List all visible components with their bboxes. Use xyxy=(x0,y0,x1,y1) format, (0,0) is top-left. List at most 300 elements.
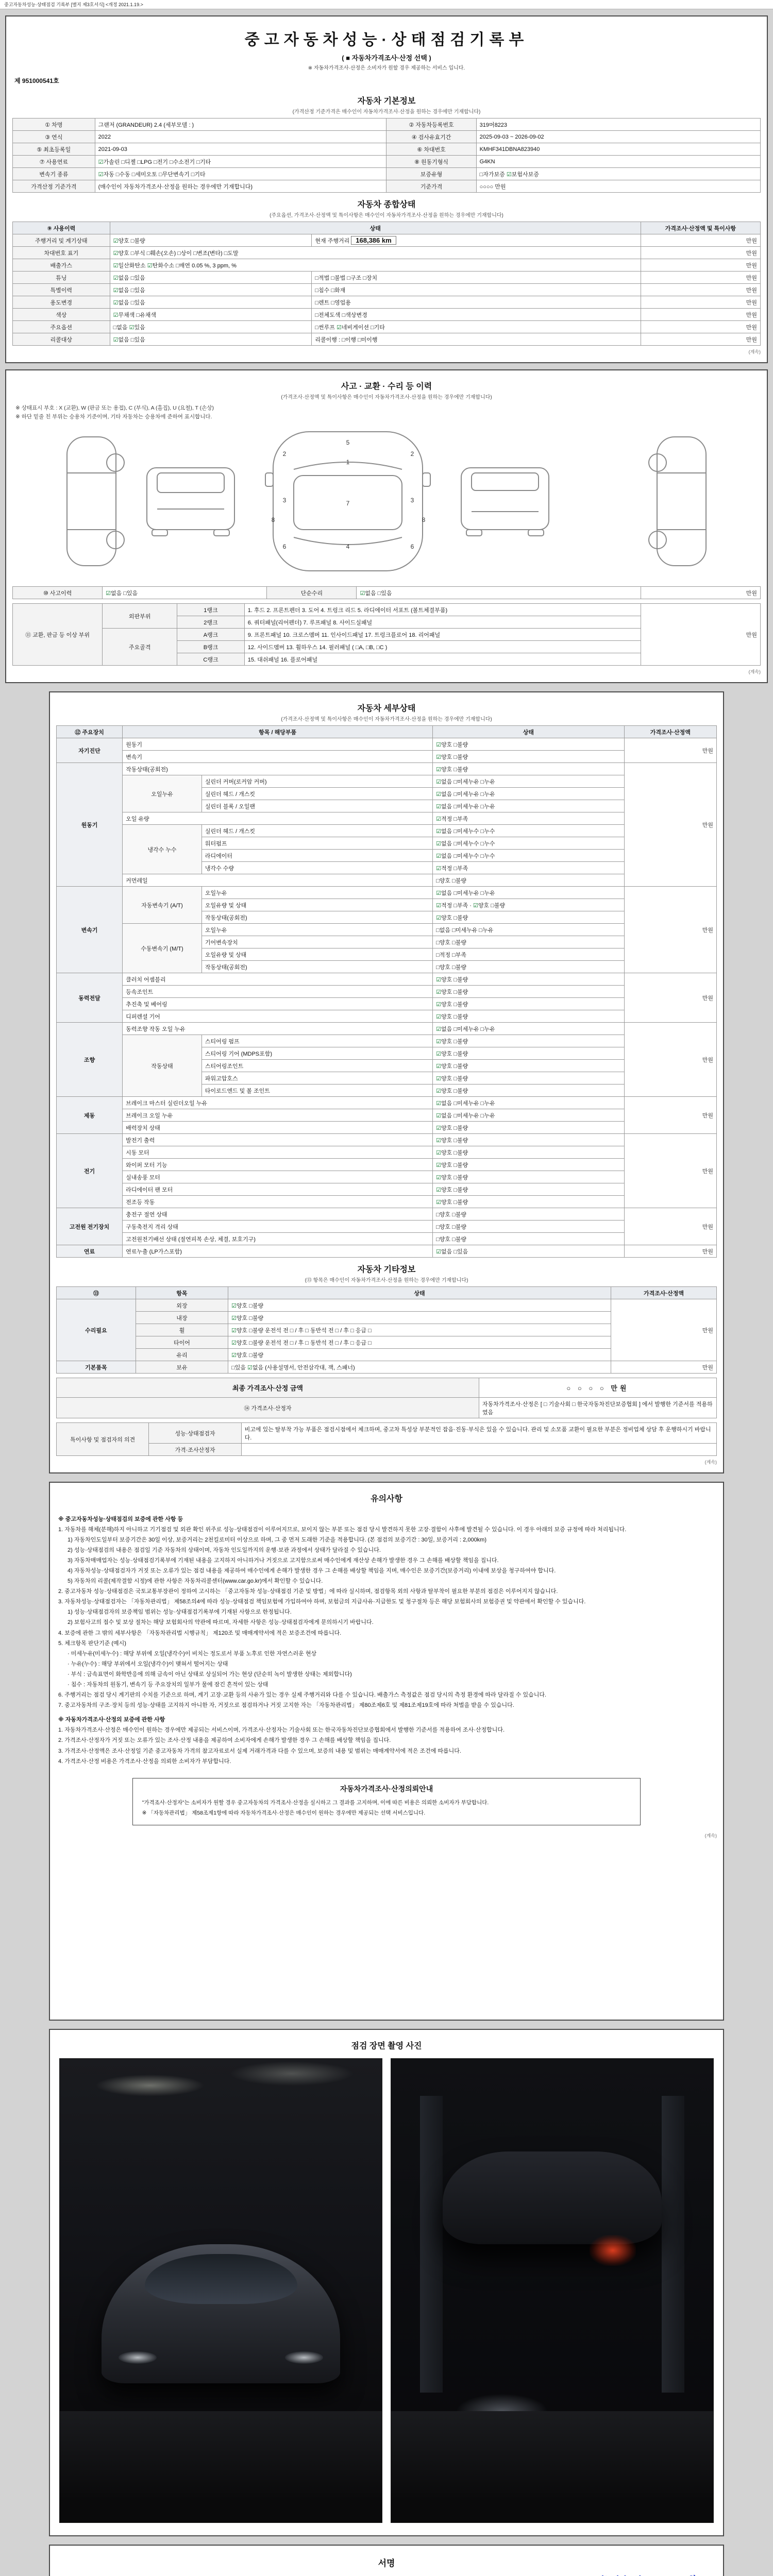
state-cell: ☑없음 □미세누수 □누수 xyxy=(433,825,624,837)
field-value: 그랜저 (GRANDEUR) 2.4 (세부모델 : ) xyxy=(95,118,386,131)
photo-lift-post-right xyxy=(662,2096,684,2393)
continued-marker: (계속) xyxy=(748,349,761,354)
accident-history-table xyxy=(12,586,761,599)
col-header: 상태 xyxy=(433,726,624,738)
col-header: ⑨ 사용이력 xyxy=(13,222,110,234)
price-cell: 만원 xyxy=(641,234,760,247)
price-cell: 만원 xyxy=(641,296,760,309)
field-value: 2021-09-03 xyxy=(95,143,386,156)
row-label: 특별이력 xyxy=(13,284,110,296)
price-cell: 만원 xyxy=(641,309,760,321)
table-row xyxy=(57,1233,717,1245)
group-label: 원동기 xyxy=(57,763,123,887)
field-label: ⑧ 원동기형식 xyxy=(386,156,476,168)
state-cell: ☑양호 □불량 xyxy=(433,1010,624,1023)
price-cell: 만원 xyxy=(641,604,760,666)
table-row xyxy=(13,333,761,346)
price-cell: 만원 xyxy=(641,587,760,599)
table-row xyxy=(57,1010,717,1023)
table-row xyxy=(13,118,761,131)
row-label: 튜닝 xyxy=(13,272,110,284)
item-cell: 클러치 어셈블리 xyxy=(123,973,433,986)
item-cell: 디퍼렌셜 기어 xyxy=(123,1010,433,1023)
col-header: 가격조사·산정액 xyxy=(624,726,716,738)
table-row xyxy=(13,143,761,156)
inspection-photo-front xyxy=(59,2058,382,2523)
field-value: KMHF341DBNA823940 xyxy=(476,143,760,156)
price-basis-text: 자동차가격조사·산정은 [ □ 기술사회 □ 한국자동차진단보증협회 ] 에서 발행한 기준서를 적용하였음 xyxy=(479,1398,716,1418)
item-cell: 작동상태(공회전) xyxy=(123,763,433,775)
part-label: 주요골격 xyxy=(103,629,177,666)
row-label: 리콜대상 xyxy=(13,333,110,346)
row-label: 색상 xyxy=(13,309,110,321)
notes-line: 3) 자동차매매업자는 성능·상태점검기록부에 기재된 내용을 고지하지 아니하거나 거짓으로 고지함으로써 매수인에게 재산상 손해가 발생한 경우 그 손해를 배상할 책임을 집니다. xyxy=(68,1557,499,1564)
price-survey-note: ※ 자동차가격조사·산정은 소비자가 원할 경우 제공하는 서비스 입니다. xyxy=(308,65,465,71)
section-title-etc: 자동차 기타정보 xyxy=(357,1265,416,1274)
table-row xyxy=(57,1159,717,1171)
notes-line: 4. 가격조사·산정 비용은 가격조사·산정을 의뢰한 소비자가 부담합니다. xyxy=(58,1758,231,1765)
subgroup-label: 작동상태 xyxy=(123,1035,202,1097)
state-cell: ☑양호 □불량 xyxy=(433,751,624,763)
table-row xyxy=(13,296,761,309)
item-cell: 발전기 출력 xyxy=(123,1134,433,1146)
state-cell: ☑없음 □있음 xyxy=(110,272,312,284)
item-cell: 충전구 절연 상태 xyxy=(123,1208,433,1221)
state-cell: ☑양호 □불량 xyxy=(228,1349,611,1361)
table-row xyxy=(13,259,761,272)
photo-taillight-glow xyxy=(590,2235,636,2266)
notes-heading: ※ 자동차가격조사·산정의 보증에 관한 사항 xyxy=(58,1717,165,1723)
field-value: ☑자동 □수동 □세미오토 □무단변속기 □기타 xyxy=(95,168,386,180)
state-cell: ☑양호 □불량 xyxy=(433,1171,624,1183)
diagram-number: 3 xyxy=(282,497,287,504)
notes-line: 6. 주행거리는 점검 당시 계기판의 수치를 기준으로 하며, 계기 고장·교환 등의 사유가 있는 경우 실제 주행거리와 다를 수 있습니다. 배출가스 측정값은 점검 당시의 측정 환경에 따라 달라질 수 있습니다. xyxy=(58,1691,547,1698)
item-cell: 실린더 커버(로커암 커버) xyxy=(201,775,432,788)
notes-line: · 미세누유(미세누수) : 해당 부위에 오일(냉각수)이 비치는 정도로서 부품 노후로 인한 자연스러운 현상 xyxy=(68,1650,317,1657)
car-diagram xyxy=(12,421,761,586)
table-row xyxy=(13,168,761,180)
item-cell: 9. 프론트패널 10. 크로스멤버 11. 인사이드패널 17. 트렁크플로어 18. 리어패널 xyxy=(244,629,641,641)
item-cell: 구동축전지 격리 상태 xyxy=(123,1221,433,1233)
table-row xyxy=(57,775,717,788)
row-label: 차대번호 표기 xyxy=(13,247,110,259)
diagram-number: 2 xyxy=(282,450,287,457)
diagram-number: 3 xyxy=(410,497,414,504)
state-code-legend: ※ 상태표시 부호 : X (교환), W (판금 또는 용접), C (부식), A (흠집), U (요철), T (손상) xyxy=(15,405,214,411)
inspection-insurance-fee xyxy=(56,2571,717,2576)
col-header: 항목 / 해당부품 xyxy=(123,726,433,738)
table-row xyxy=(57,874,717,887)
item-cell: 라디에이터 xyxy=(201,850,432,862)
group-label: 전기 xyxy=(57,1134,123,1208)
item-cell: 오일 유량 xyxy=(123,812,433,825)
item-cell: 현재 주행거리 168,386 km xyxy=(312,234,641,247)
price-cell: 만원 xyxy=(611,1361,717,1374)
table-row xyxy=(57,924,717,936)
table-row xyxy=(13,321,761,333)
item-cell: 연료누출 (LP가스포함) xyxy=(123,1245,433,1258)
photo-headlight-left xyxy=(119,2351,157,2364)
field-label: ① 차명 xyxy=(13,118,95,131)
state-cell: ☑양호 □불량 xyxy=(433,1072,624,1084)
price-cell: 만원 xyxy=(624,973,716,1023)
panel-accident xyxy=(5,369,768,683)
notes-line: 4. 보증에 관한 그 밖의 세부사항은 「자동차관리법 시행규칙」 제120조 및 매매계약서에 적은 보증조건에 따릅니다. xyxy=(58,1630,342,1636)
state-cell: ☑양호 □불량 xyxy=(433,1084,624,1097)
item-cell: 실린더 헤드 / 개스킷 xyxy=(201,825,432,837)
item-cell: 15. 대쉬패널 16. 플로어패널 xyxy=(244,653,641,666)
item-cell: 와이퍼 모터 기능 xyxy=(123,1159,433,1171)
state-cell: □양호 □불량 xyxy=(433,1208,624,1221)
price-cell: 만원 xyxy=(624,887,716,973)
photo-ceiling-lights xyxy=(60,2059,382,2207)
col-header: 가격조사·산정액 xyxy=(611,1287,717,1299)
diagram-number: 8 xyxy=(422,516,426,523)
item-cell: 동력조향 작동 오일 누유 xyxy=(123,1023,433,1035)
state-cell: ☑양호 □불량 xyxy=(433,986,624,998)
field-label: ③ 연식 xyxy=(13,131,95,143)
notes-line: 1) 성능·상태점검자의 보증책임 범위는 성능·상태점검기록부에 기재된 사항으로 한정됩니다. xyxy=(68,1609,292,1616)
row-label: ⑩ 사고이력 xyxy=(13,587,103,599)
document-number: 제 951000541호 xyxy=(14,77,59,84)
diagram-number: 6 xyxy=(410,543,414,550)
row-label: 주행거리 및 계기상태 xyxy=(13,234,110,247)
field-label: ② 자동차등록번호 xyxy=(386,118,476,131)
table-row xyxy=(57,1398,717,1418)
item-cell: 오일유량 및 상태 xyxy=(201,948,432,961)
item-cell: 변속기 xyxy=(123,751,433,763)
table-row xyxy=(57,751,717,763)
group-label: 자기진단 xyxy=(57,738,123,763)
item-cell: 오일유량 및 상태 xyxy=(201,899,432,911)
diagram-number: 4 xyxy=(346,543,350,550)
final-price-table xyxy=(56,1378,717,1418)
diagram-number: 5 xyxy=(346,439,350,446)
item-cell: 12. 사이드멤버 13. 휠하우스 14. 필러패널 ( □A, □B, □C ) xyxy=(244,641,641,653)
final-price-label: 최종 가격조사·산정 금액 xyxy=(57,1378,479,1398)
state-cell: ☑양호 □불량 xyxy=(433,1047,624,1060)
table-row xyxy=(57,812,717,825)
price-cell: 만원 xyxy=(624,1023,716,1097)
price-survey-select: ( ■ 자동차가격조사·산정 선택 ) xyxy=(342,54,431,62)
state-cell: ☑적정 □부족 xyxy=(433,862,624,874)
price-cell: 만원 xyxy=(641,272,760,284)
table-row xyxy=(57,998,717,1010)
col-header: 상태 xyxy=(228,1287,611,1299)
opinion-who-inspector: 성능·상태점검자 xyxy=(149,1423,241,1444)
field-label: 기준가격 xyxy=(386,180,476,193)
section-title-accident: 사고 · 교환 · 수리 등 이력 xyxy=(341,382,432,391)
row-label: ⑪ 교환, 판금 등 이상 부위 xyxy=(13,604,103,666)
continued-marker: (계속) xyxy=(704,1460,717,1465)
notes-line: 7. 중고자동차의 구조·장치 등의 성능·상태를 고지하지 아니한 자, 거짓으로 점검하거나 거짓 고지한 자는 「자동차관리법」 제80조제6호 및 제81조제19호에 따라 처벌을 받을 수 있습니다. xyxy=(58,1702,514,1708)
photo-windshield xyxy=(145,2254,297,2304)
field-value: 319머8223 xyxy=(476,118,760,131)
detail-condition-table xyxy=(56,725,717,1258)
opinion-text-appraiser xyxy=(241,1444,716,1456)
col-header: 상태 xyxy=(110,222,641,234)
table-row xyxy=(57,973,717,986)
panel-photos xyxy=(49,2029,724,2536)
rank-label: B랭크 xyxy=(177,641,245,653)
row-label: 용도변경 xyxy=(13,296,110,309)
table-row xyxy=(57,1171,717,1183)
table-row xyxy=(57,1287,717,1299)
basic-info-table xyxy=(12,118,761,193)
state-cell: ☑적정 □부족 · ☑양호 □불량 xyxy=(433,899,624,911)
table-row xyxy=(57,1035,717,1047)
item-cell: □적법 □불법 □구조 □장치 xyxy=(312,272,641,284)
table-row xyxy=(13,604,761,616)
state-cell: ☑양호 □불량 xyxy=(433,1183,624,1196)
overall-condition-table xyxy=(12,222,761,346)
diagram-number: 7 xyxy=(346,500,350,507)
col-header: 항목 xyxy=(136,1287,228,1299)
group-label: 기본품목 xyxy=(57,1361,136,1374)
state-cell: ☑양호 □불량 xyxy=(433,763,624,775)
notes-line: 5. 체크항목 판단기준 (예시) xyxy=(58,1640,126,1647)
notes-line: 1. 자동차를 해체(분해)하지 아니하고 기기점검 및 외관 확인 위주로 성능·상태점검이 이루어지므로, 보이지 않는 부분 또는 점검 당시 발견하지 못한 고장·결함이 사후에 발견될 수 있습니다. 이 경우 아래의 보증 규정에 따라 처리됩니다. xyxy=(58,1527,627,1533)
table-row xyxy=(13,222,761,234)
table-row xyxy=(13,309,761,321)
group-label: 수리필요 xyxy=(57,1299,136,1361)
continued-marker: (계속) xyxy=(704,1833,717,1838)
table-row xyxy=(13,180,761,193)
item-label: 보유 xyxy=(136,1361,228,1374)
price-cell: 만원 xyxy=(624,1245,716,1258)
table-row xyxy=(57,825,717,837)
table-row xyxy=(57,1299,717,1312)
group-label: 조향 xyxy=(57,1023,123,1097)
table-row xyxy=(13,156,761,168)
item-label: 외장 xyxy=(136,1299,228,1312)
price-cell: 만원 xyxy=(624,763,716,887)
state-cell: ☑양호 □불량 xyxy=(433,1035,624,1047)
group-label: 제동 xyxy=(57,1097,123,1134)
table-row xyxy=(57,1183,717,1196)
state-cell: ☑양호 □불량 xyxy=(433,1146,624,1159)
item-cell: 냉각수 수량 xyxy=(201,862,432,874)
table-row xyxy=(13,247,761,259)
table-row xyxy=(57,1444,717,1456)
state-cell: ☑없음 □미세누유 □누유 xyxy=(433,800,624,812)
state-cell: ☑없음 □미세누유 □누유 xyxy=(433,1097,624,1109)
item-cell: 오일누유 xyxy=(201,887,432,899)
state-cell: ☑양호 □불량 xyxy=(433,738,624,751)
notes-line: 2. 중고자동차 성능·상태점검은 국토교통부장관이 정하여 고시하는 「중고자동차 성능·상태점검 기준 및 방법」에 따라 실시하며, 점검항목 외의 사항과 탈부착이 필요한 부분의 점검은 이루어지지 않습니다. xyxy=(58,1588,558,1595)
state-cell: ☑없음 □있음 xyxy=(357,587,641,599)
state-cell: ☑적정 □부족 xyxy=(433,812,624,825)
notes-line: 2) 보험사고의 접수 및 보상 절차는 해당 보험회사의 약관에 따르며, 자세한 사항은 성능·상태점검자에게 문의하시기 바랍니다. xyxy=(68,1619,374,1626)
item-cell: □썬루프 ☑네비게이션 □기타 xyxy=(312,321,641,333)
price-survey-guide-title: 자동차가격조사·산정의뢰안내 xyxy=(340,1785,433,1793)
table-row xyxy=(57,1023,717,1035)
subgroup-label: 수동변속기 (M/T) xyxy=(123,924,202,973)
state-cell: □양호 □불량 xyxy=(433,874,624,887)
price-cell: 만원 xyxy=(624,1097,716,1134)
notes-line: 3. 가격조사·산정액은 조사·산정일 기준 중고자동차 가격의 참고자료로서 실제 거래가격과 다를 수 있으며, 보증의 내용 및 범위는 매매계약서에 적은 조건에 따릅니다. xyxy=(58,1748,461,1754)
notes-line: · 누유(누수) : 해당 부위에서 오일(냉각수)이 맺혀서 떨어지는 상태 xyxy=(68,1660,228,1667)
group-label: 연료 xyxy=(57,1245,123,1258)
item-cell: 브레이크 마스터 실린더오일 누유 xyxy=(123,1097,433,1109)
form-code-note: 중고자동차성능·상태점검 기록부 [별지 제3호서식] <개정 2021.1.19.> xyxy=(0,0,773,9)
price-cell: 만원 xyxy=(641,333,760,346)
panel-rank-table xyxy=(12,603,761,666)
field-label: 보증유형 xyxy=(386,168,476,180)
price-survey-guide-line: ※ 「자동차관리법」 제58조제1항에 따라 자동차가격조사·산정은 매수인이 원하는 경우에만 제공되는 선택 서비스입니다. xyxy=(142,1809,426,1816)
table-row xyxy=(57,1221,717,1233)
col-header: 가격조사·산정액 및 특이사항 xyxy=(641,222,760,234)
item-cell: 기어변속장치 xyxy=(201,936,432,948)
state-cell: ☑양호 □부식 □훼손(오손) □상이 □변조(변타) □도말 xyxy=(110,247,641,259)
photo-headlight-right xyxy=(285,2351,323,2364)
field-label: ④ 검사유효기간 xyxy=(386,131,476,143)
field-value: (매수인이 자동차가격조사·산정을 원하는 경우에만 기재합니다) xyxy=(95,180,386,193)
rank-label: A랭크 xyxy=(177,629,245,641)
section-caption-basic: (가격산정 기준가격은 매수인이 자동차가격조사·산정을 원하는 경우에만 기재합니다) xyxy=(292,109,481,115)
row-label: 단순수리 xyxy=(267,587,357,599)
row-label: 주요옵션 xyxy=(13,321,110,333)
item-label: 휠 xyxy=(136,1324,228,1336)
panel-signature xyxy=(49,2545,724,2576)
state-cell: □양호 □불량 xyxy=(433,961,624,973)
diagram-number: 2 xyxy=(410,450,414,457)
item-cell: 작동상태(공회전) xyxy=(201,911,432,924)
item-cell: 라디에이터 팬 모터 xyxy=(123,1183,433,1196)
field-value: 2025-09-03 ~ 2026-09-02 xyxy=(476,131,760,143)
item-cell: 추진축 및 베어링 xyxy=(123,998,433,1010)
photo-row xyxy=(56,2056,717,2528)
item-cell: □침수 □화재 xyxy=(312,284,641,296)
state-cell: ☑양호 □불량 운전석 전 □ / 후 □ 동반석 전 □ / 후 □ 응급 □ xyxy=(228,1324,611,1336)
col-header: ⑬ xyxy=(57,1287,136,1299)
item-cell: 등속조인트 xyxy=(123,986,433,998)
price-cell: 만원 xyxy=(641,247,760,259)
opinion-label: 특이사항 및 점검자의 의견 xyxy=(57,1423,149,1456)
item-label: 내장 xyxy=(136,1312,228,1324)
state-cell: ☑없음 □있음 xyxy=(110,296,312,309)
state-cell: ☑없음 □미세누유 □누유 xyxy=(433,887,624,899)
state-cell: ☑양호 □불량 xyxy=(110,234,312,247)
rank-label: C랭크 xyxy=(177,653,245,666)
item-cell: 작동상태(공회전) xyxy=(201,961,432,973)
price-cell: 만원 xyxy=(641,259,760,272)
item-cell: 배력장치 상태 xyxy=(123,1122,433,1134)
state-cell: ☑없음 □있음 xyxy=(103,587,267,599)
section-caption-etc: (⑬ 항목은 매수인이 자동차가격조사·산정을 원하는 경우에만 기재합니다) xyxy=(305,1278,468,1283)
price-cell: 만원 xyxy=(624,1134,716,1208)
item-cell: 1. 후드 2. 프론트펜더 3. 도어 4. 트렁크 리드 5. 라디에이터 서포트 (볼트체결부품) xyxy=(244,604,641,616)
table-row xyxy=(57,1146,717,1159)
inspection-photo-lift xyxy=(391,2058,714,2523)
state-cell: □없음 □미세누유 □누유 xyxy=(433,924,624,936)
part-label: 외판부위 xyxy=(103,604,177,629)
state-cell: ☑없음 □미세누수 □누수 xyxy=(433,837,624,850)
state-cell: □양호 □불량 xyxy=(433,1233,624,1245)
price-cell: 만원 xyxy=(641,321,760,333)
item-cell: 스티어링조인트 xyxy=(201,1060,432,1072)
state-cell: ☑없음 □미세누유 □누유 xyxy=(433,775,624,788)
table-row xyxy=(13,587,761,599)
panel-main-info xyxy=(5,15,768,363)
notes-heading: ※ 중고자동차성능·상태점검의 보증에 관한 사항 등 xyxy=(58,1516,183,1522)
diagram-number: 1 xyxy=(346,459,350,466)
item-cell: □렌트 □영업용 xyxy=(312,296,641,309)
notes-line: 1) 자동차인도일부터 보증기간은 30일 이상, 보증거리는 2천킬로미터 이상으로 하며, 그 중 먼저 도래한 기준을 적용합니다. (본 점검의 보증기간 : 30일, 보증거리 : 2,000km) xyxy=(68,1537,487,1544)
section-title-overall: 자동차 종합상태 xyxy=(357,200,416,209)
item-cell: 원동기 xyxy=(123,738,433,751)
table-row xyxy=(13,234,761,247)
state-cell: ☑양호 □불량 xyxy=(228,1312,611,1324)
subgroup-label: 오일누유 xyxy=(123,775,202,812)
field-label: 가격산정 기준가격 xyxy=(13,180,95,193)
section-title-detail: 자동차 세부상태 xyxy=(357,704,416,713)
opinion-who-appraiser: 가격·조사산정자 xyxy=(149,1444,241,1456)
item-cell: 6. 쿼터패널(리어펜더) 7. 루프패널 8. 사이드실패널 xyxy=(244,616,641,629)
photo-car-on-lift xyxy=(443,2151,662,2244)
price-cell: 만원 xyxy=(624,1208,716,1245)
section-caption-overall: (주요옵션, 가격조사·산정액 및 특이사항은 매수인이 자동차가격조사·산정을 원하는 경우에만 기재합니다) xyxy=(270,213,503,218)
diagram-number: 8 xyxy=(271,516,275,523)
state-cell: ☑양호 □불량 xyxy=(433,1122,624,1134)
field-value: ☑가솔린 □디젤 □LPG □전기 □수소전기 □기타 xyxy=(95,156,386,168)
item-cell: 파워고압호스 xyxy=(201,1072,432,1084)
state-cell: ☑없음 □미세누유 □누유 xyxy=(433,788,624,800)
opinion-table xyxy=(56,1422,717,1456)
item-cell: □전체도색 □색상변경 xyxy=(312,309,641,321)
item-cell: 실린더 블록 / 오일팬 xyxy=(201,800,432,812)
state-cell: □적정 □부족 xyxy=(433,948,624,961)
table-row xyxy=(57,1196,717,1208)
item-cell: 커먼레일 xyxy=(123,874,433,887)
table-row xyxy=(57,1134,717,1146)
notes-body xyxy=(56,1510,717,1767)
state-cell: ☑양호 □불량 xyxy=(228,1299,611,1312)
table-row xyxy=(13,272,761,284)
notes-line: 2) 성능·상태점검의 내용은 점검일 기준 자동차의 상태이며, 자동차 인도일까지의 운행·보관 과정에서 상태가 달라질 수 있습니다. xyxy=(68,1547,381,1554)
state-cell: ☑없음 □미세누유 □누유 xyxy=(433,1109,624,1122)
group-label: 동력전달 xyxy=(57,973,123,1023)
panel-notes xyxy=(49,1482,724,2021)
diagram-number: 6 xyxy=(282,543,287,550)
state-cell: □양호 □불량 xyxy=(433,936,624,948)
photos-title: 점검 장면 촬영 사진 xyxy=(351,2042,422,2050)
state-cell: ☑양호 □불량 xyxy=(433,1134,624,1146)
field-value: G4KN xyxy=(476,156,760,168)
panel-detail xyxy=(49,691,724,1473)
section-caption-accident: (가격조사·산정액 및 특이사항은 매수인이 자동차가격조사·산정을 원하는 경우에만 기재합니다) xyxy=(281,395,492,400)
state-cell: □없음 ☑있음 xyxy=(110,321,312,333)
notes-line: 2. 가격조사·산정자가 거짓 또는 오류가 있는 조사·산정 내용을 제공하여 소비자에게 손해가 발생한 경우 그 손해를 배상할 책임을 집니다. xyxy=(58,1737,391,1744)
table-row xyxy=(57,738,717,751)
notes-line: 1. 자동차가격조사·산정은 매수인이 원하는 경우에만 제공되는 서비스이며, 가격조사·산정자는 기술사회 또는 한국자동차진단보증협회에서 발행한 기준서를 적용하여 조사·산정합니다. xyxy=(58,1727,505,1734)
price-cell: 만원 xyxy=(641,284,760,296)
state-cell: ☑양호 □불량 xyxy=(433,1196,624,1208)
section-title-basic: 자동차 기본정보 xyxy=(357,97,416,106)
item-cell: 타이로드엔드 및 볼 조인트 xyxy=(201,1084,432,1097)
field-label: ⑤ 최초등록일 xyxy=(13,143,95,156)
price-survey-guide-box xyxy=(132,1778,641,1825)
item-cell: 실내송풍 모터 xyxy=(123,1171,433,1183)
state-cell: ☑양호 □불량 xyxy=(433,911,624,924)
table-row xyxy=(57,1378,717,1398)
photo-floor-shadow xyxy=(60,2411,382,2522)
opinion-text-inspector: 비고에 있는 탈부착 가능 부품은 점검시점에서 체크하며, 중고차 특성상 부분적인 잡음·진동·부식은 있을 수 있습니다. 관리 및 소모품 교환이 필요한 부분은 정비업체 상담 후 운행하시기 바랍니다. xyxy=(241,1423,716,1444)
table-row xyxy=(57,986,717,998)
field-value: ○○○○ 만원 xyxy=(476,180,760,193)
state-cell: ☑없음 □있음 xyxy=(433,1245,624,1258)
item-cell: 시동 모터 xyxy=(123,1146,433,1159)
